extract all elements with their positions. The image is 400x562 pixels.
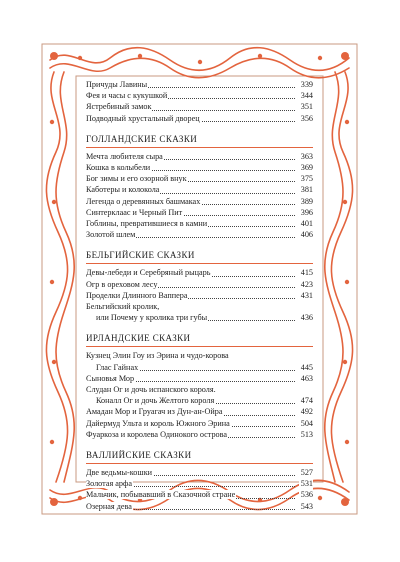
toc-entry [86, 101, 313, 112]
toc-entry [86, 301, 313, 323]
page-number: 369 [300, 163, 313, 173]
toc-entry [86, 350, 313, 372]
section-divider [86, 346, 313, 347]
entry-title-continued: или Почему у кролика три губы [86, 313, 208, 322]
section-divider [86, 147, 313, 148]
entry-title: Кузнец Элин Гоу из Эрина и чудо-корова [86, 351, 229, 361]
page-number: 406 [300, 230, 313, 240]
entry-title: Ястребиный замок [86, 102, 152, 112]
entry-title: Легенда о деревянных башмаках [86, 196, 201, 206]
page-number: 423 [300, 279, 313, 289]
page-number: 375 [300, 174, 313, 184]
entry-title: Причуды Лавины [86, 80, 148, 89]
section-heading: ВАЛЛИЙСКИЕ СКАЗКИ [86, 450, 192, 461]
intro-entries [86, 79, 313, 124]
page-number: 381 [300, 185, 313, 195]
page-number: 415 [300, 268, 313, 278]
entry-title: Золотой шлем [86, 230, 136, 240]
toc-entry [86, 229, 313, 240]
toc-entry [86, 79, 313, 90]
page-number: 344 [300, 91, 313, 101]
toc-entry [86, 90, 313, 101]
page-number: 445 [300, 362, 313, 372]
toc-entry [86, 290, 313, 301]
page-number: 431 [300, 290, 313, 300]
entry-title: Две ведьмы-кошки [86, 468, 153, 478]
entry-title: Бог зимы и его озорной внук [86, 174, 187, 184]
entry-title: Сыновья Мор [86, 373, 135, 383]
entry-title: Огр в ореховом лесу [86, 279, 158, 289]
entry-title: Подводный хрустальный дворец [86, 113, 200, 123]
page-number: 474 [300, 396, 313, 406]
sections-list [86, 133, 313, 512]
page-number: 543 [300, 501, 313, 511]
page-number: 356 [300, 113, 313, 123]
entry-title: Золотая арфа [86, 479, 132, 489]
toc-entry [86, 184, 313, 195]
page-number: 536 [300, 490, 313, 500]
page-number: 363 [300, 151, 313, 161]
section-heading: БЕЛЬГИЙСКИЕ СКАЗКИ [86, 250, 195, 261]
toc-entry [86, 196, 313, 207]
toc-entry [86, 418, 313, 429]
section-heading: ИРЛАНДСКИЕ СКАЗКИ [86, 333, 191, 344]
entry-title: Фея и часы с кукушкой [86, 91, 168, 101]
toc-entry [86, 406, 313, 417]
toc-entry [86, 113, 313, 124]
toc-entry [86, 218, 313, 229]
entry-title: Амадан Мор и Груагач из Дун-ан-Ойра [86, 407, 223, 417]
page-number: 389 [300, 196, 313, 206]
toc-entry [86, 162, 313, 173]
toc-entry [86, 501, 313, 512]
page-number: 531 [300, 479, 313, 489]
toc-entry [86, 373, 313, 384]
page-number: 463 [300, 373, 313, 383]
entry-title: Проделки Длинного Ваппера [86, 290, 188, 300]
section-heading: ГОЛЛАНДСКИЕ СКАЗКИ [86, 133, 198, 144]
section-divider [86, 463, 313, 464]
entry-title-continued: Глас Гайнах [86, 363, 139, 372]
toc-entry [86, 279, 313, 290]
page-number: 436 [300, 313, 313, 323]
toc-entry [86, 467, 313, 478]
section-divider [86, 263, 313, 264]
page-number: 527 [300, 468, 313, 478]
page-number: 396 [300, 207, 313, 217]
entry-title: Кошка в колыбели [86, 163, 151, 173]
entry-title: Фуаркоза и королева Одинокого острова [86, 429, 228, 439]
entry-title: Озерная дева [86, 501, 132, 511]
entry-title: Синтерклаас и Черный Пит [86, 207, 183, 217]
entry-title: Мечта любителя сыра [86, 151, 163, 161]
page-number: 351 [300, 102, 313, 112]
page-number: 492 [300, 407, 313, 417]
toc-entry [86, 478, 313, 489]
page-number: 339 [300, 80, 313, 89]
page-number: 401 [300, 219, 313, 229]
entry-title: Каботеры и колокола [86, 185, 160, 195]
entry-title-continued: Коналл Ог и дочь Желтого короля [86, 396, 215, 405]
toc-entry [86, 207, 313, 218]
page-number: 504 [300, 418, 313, 428]
toc-entry [86, 151, 313, 162]
entry-title: Мальчик, побывавший в Сказочной стране [86, 490, 236, 500]
entry-title: Девы-лебеди и Серебряный рыцарь [86, 268, 211, 278]
toc-entry [86, 267, 313, 278]
toc-entry [86, 173, 313, 184]
entry-title: Дайермуд Ульта и король Южного Эрина [86, 418, 230, 428]
entry-title: Слудан Ог и дочь испанского короля. [86, 385, 216, 395]
toc-entry [86, 384, 313, 406]
entry-title: Бельгийский кролик, [86, 302, 160, 312]
table-of-contents [86, 79, 313, 512]
page-number: 513 [300, 429, 313, 439]
toc-entry [86, 489, 313, 500]
toc-entry [86, 429, 313, 440]
entry-title: Гоблины, превратившиеся в камни [86, 219, 208, 229]
